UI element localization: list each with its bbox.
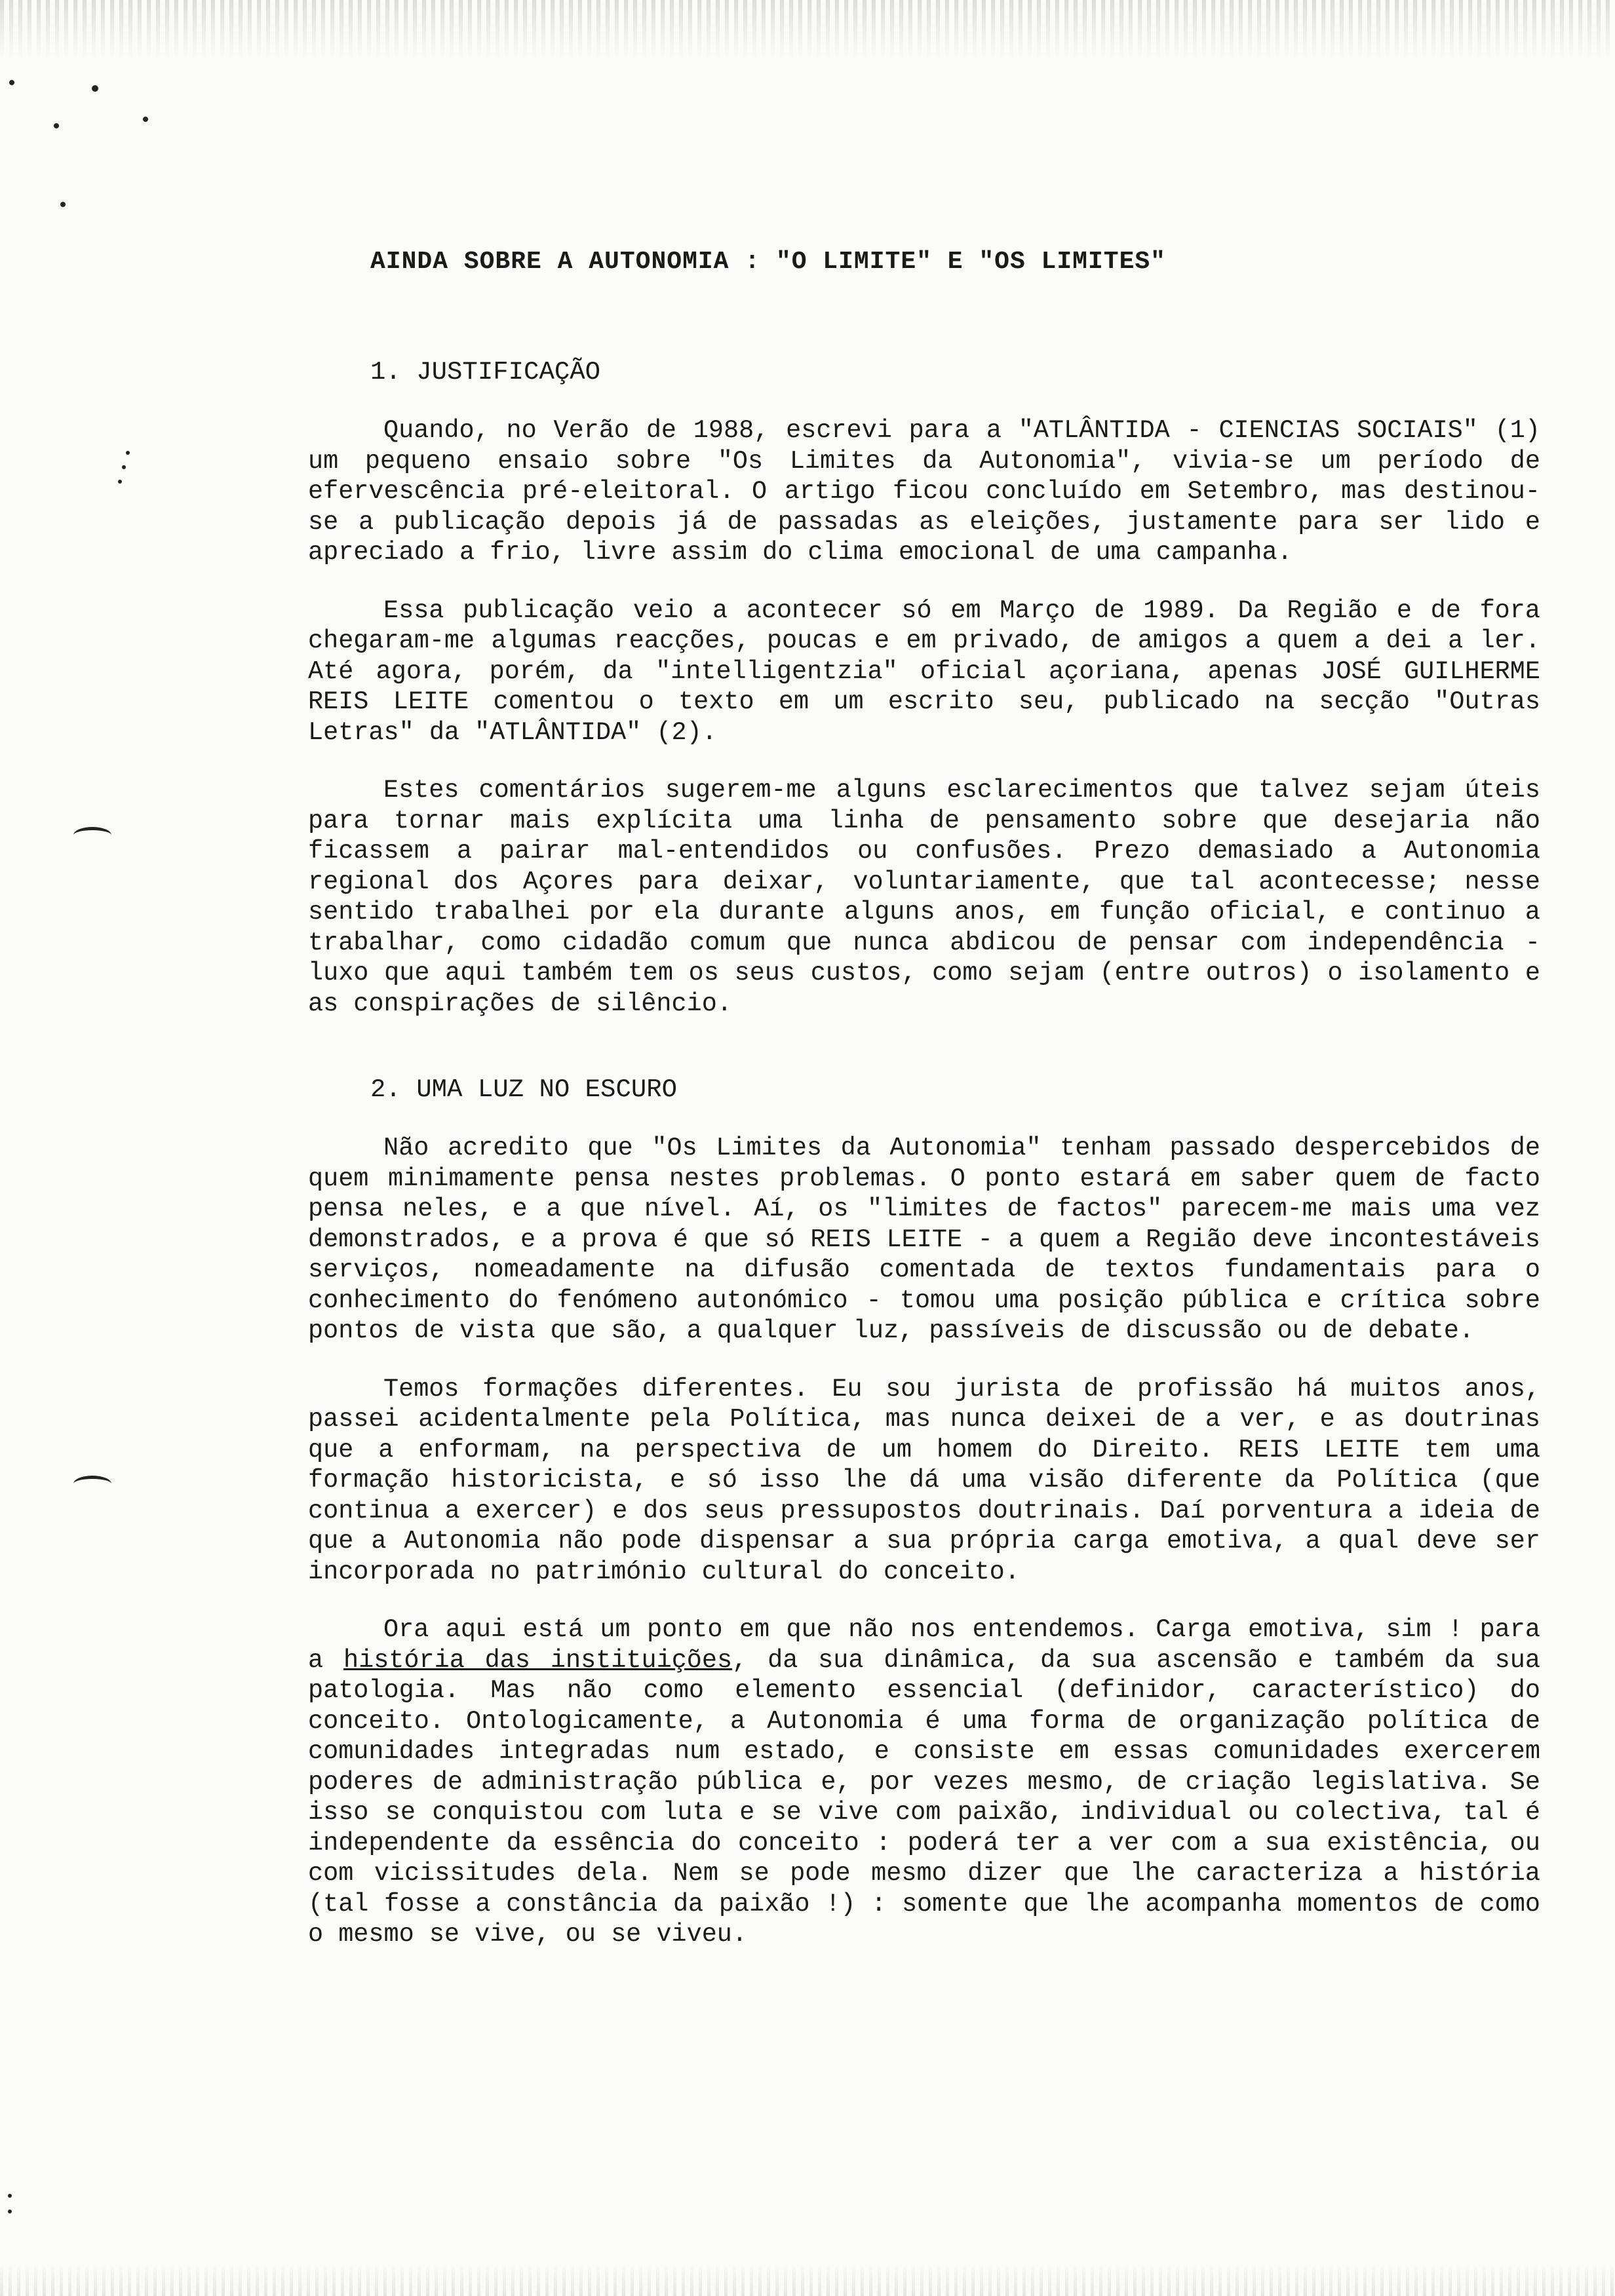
scan-speck xyxy=(8,2210,12,2213)
scan-speck xyxy=(126,451,130,455)
scan-speck xyxy=(143,117,148,122)
paragraph: Temos formações diferentes. Eu sou jurista de profissão há muitos anos, passei acidentalmente pela Política, mas nunca deixei de a ver, e as doutrinas que a enformam, na perspectiva de um homem do Direito. REIS LEITE tem uma formação historicista, e só isso lhe dá uma visão diferente da Política (que continua a exercer) e dos seus pressupostos doutrinais. Daí porventura a ideia de que a Autonomia não pode dispensar a sua própria carga emotiva, a qual deve ser incorporada no património cultural do conceito. xyxy=(308,1374,1540,1586)
scan-edge-top xyxy=(0,0,1615,59)
paragraph-text: Ora aqui está um ponto em que não nos entendemos. Carga emotiva, sim ! para a xyxy=(308,1615,1540,1675)
scan-edge-bottom xyxy=(0,2263,1615,2296)
paragraph-text: , da sua dinâmica, da sua ascensão e também da sua patologia. Mas não como elemento essencial (definidor, característico) do conceito. Ontologicamente, a Autonomia é uma forma de organização política de comunidades integradas num estado, e consiste em essas comunidades exercerem poderes de administração pública e, por vezes mesmo, de criação legislativa. Se isso se conquistou com luta e se vive com paixão, individual ou colectiva, tal é independente da essência do conceito : poderá ter a ver com a sua existência, ou com vicissitudes dela. Nem se pode mesmo dizer que lhe caracteriza a história (tal fosse a constância da paixão !) : somente que lhe acompanha momentos de como o mesmo se vive, ou se viveu. xyxy=(308,1645,1540,1949)
scan-speck xyxy=(92,85,98,92)
scan-speck xyxy=(118,480,122,484)
hole-punch-mark-bottom xyxy=(73,1476,111,1492)
section-heading: 1. JUSTIFICAÇÃO xyxy=(370,358,601,387)
paragraph: Não acredito que "Os Limites da Autonomia" tenham passado despercebidos de quem minimamente pensa nestes problemas. O ponto estará em saber quem de facto pensa neles, e a que nível. Aí, os "limites de factos" parecem-me mais uma vez demonstrados, e a prova é que só REIS LEITE - a quem a Região deve incontestáveis serviços, nomeadamente na difusão comentada de textos fundamentais para o conhecimento do fenómeno autonómico - tomou uma posição pública e crítica sobre pontos de vista que são, a qualquer luz, passíveis de discussão ou de debate. xyxy=(308,1134,1540,1345)
scan-speck xyxy=(8,2194,12,2198)
document-title: AINDA SOBRE A AUTONOMIA : "O LIMITE" E "OS LIMITES" xyxy=(370,248,1166,276)
scan-speck xyxy=(122,465,126,469)
scan-speck xyxy=(60,202,66,207)
paragraph: Quando, no Verão de 1988, escrevi para a "ATLÂNTIDA - CIENCIAS SOCIAIS" (1) um pequeno ensaio sobre "Os Limites da Autonomia", vivia-se um período de efervescência pré-eleitoral. O artigo ficou concluído em Setembro, mas destinou-se a publicação depois já de passadas as eleições, justamente para ser lido e apreciado a frio, livre assim do clima emocional de uma campanha. xyxy=(308,416,1540,567)
paragraph: Essa publicação veio a acontecer só em Março de 1989. Da Região e de fora chegaram-me algumas reacções, poucas e em privado, de amigos a quem a dei a ler. Até agora, porém, da "intelligentzia" oficial açoriana, apenas JOSÉ GUILHERME REIS LEITE comentou o texto em um escrito seu, publicado na secção "Outras Letras" da "ATLÂNTIDA" (2). xyxy=(308,596,1540,747)
section-heading: 2. UMA LUZ NO ESCURO xyxy=(370,1075,678,1104)
hole-punch-mark-top xyxy=(73,827,111,843)
paragraph: Estes comentários sugerem-me alguns esclarecimentos que talvez sejam úteis para tornar mais explícita uma linha de pensamento sobre que desejaria não ficassem a pairar mal-entendidos ou confusões. Prezo demasiado a Autonomia regional dos Açores para deixar, voluntariamente, que tal acontecesse; nesse sentido trabalhei por ela durante alguns anos, em função oficial, e continuo a trabalhar, como cidadão comum que nunca abdicou de pensar com independência - luxo que aqui também tem os seus custos, como sejam (entre outros) o isolamento e as conspirações de silêncio. xyxy=(308,776,1540,1018)
scan-speck xyxy=(54,123,59,128)
paragraph-with-underline xyxy=(308,1615,1540,1950)
scan-speck xyxy=(9,80,14,85)
underlined-phrase: história das instituições xyxy=(343,1645,733,1675)
document-body xyxy=(308,242,1540,1950)
